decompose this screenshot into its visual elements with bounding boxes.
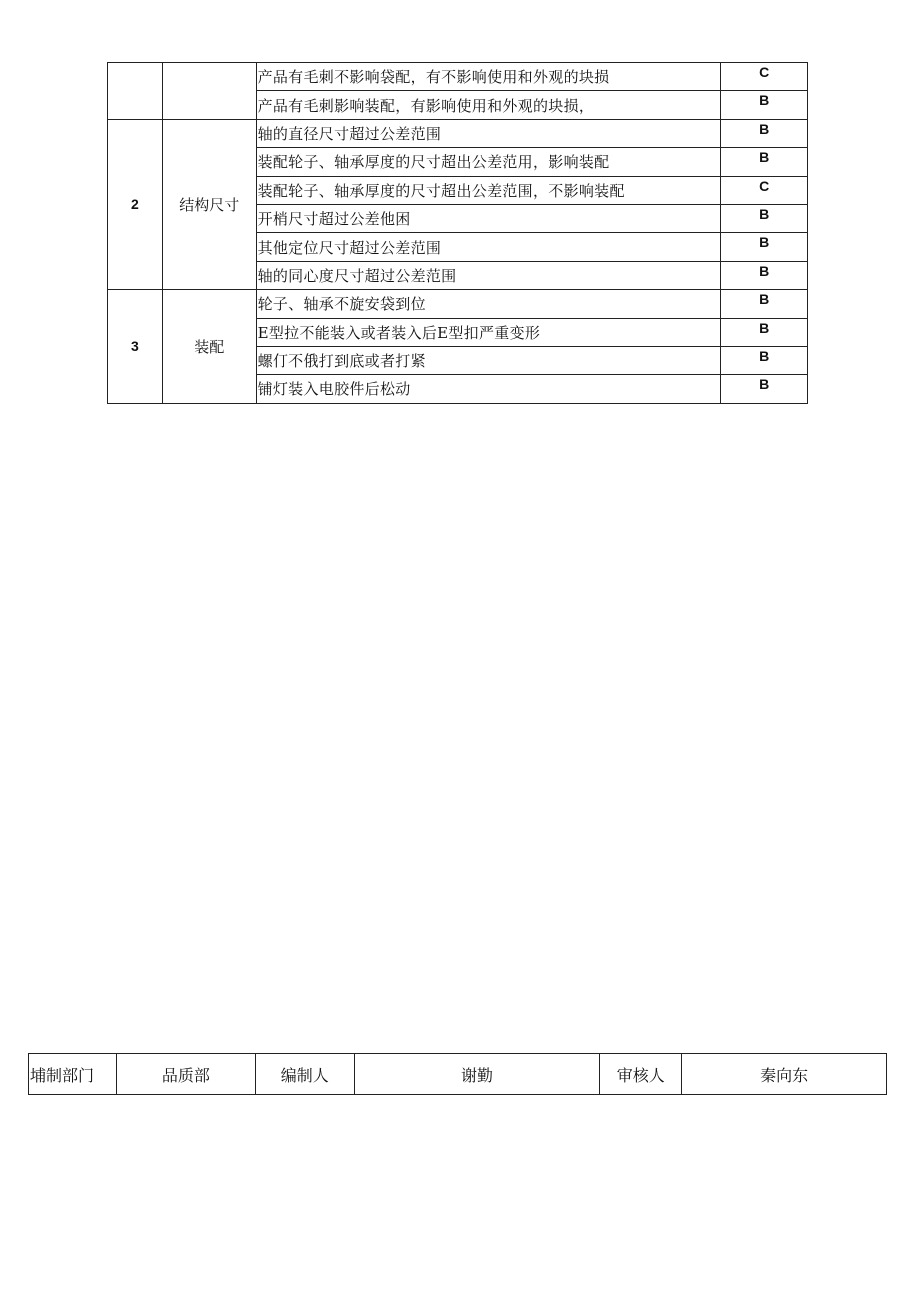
defect-grade: B bbox=[721, 290, 808, 318]
group-number: 3 bbox=[108, 290, 163, 404]
table-row bbox=[108, 290, 808, 318]
defect-description: 装配轮子、轴承厚度的尺寸超出公差范用，影响装配 bbox=[256, 148, 721, 176]
group-number: 2 bbox=[108, 119, 163, 289]
reviewer-label: 审核人 bbox=[600, 1054, 682, 1095]
signoff-row bbox=[29, 1054, 887, 1095]
department-label: 埔制部门 bbox=[29, 1054, 117, 1095]
defect-description: 其他定位尺寸超过公差范围 bbox=[256, 233, 721, 261]
defect-description: 产品有毛刺不影响袋配，有不影响使用和外观的块损 bbox=[256, 63, 721, 91]
defect-grade: B bbox=[721, 91, 808, 119]
table-row bbox=[108, 119, 808, 147]
defect-description: 轴的直径尺寸超过公差范围 bbox=[256, 119, 721, 147]
defect-grade: C bbox=[721, 63, 808, 91]
defect-description: 螺仃不俄打到底或者打紧 bbox=[256, 346, 721, 374]
number-cell-empty bbox=[108, 63, 163, 120]
defect-description: 产品有毛刺影响装配，有影响使用和外观的块损， bbox=[256, 91, 721, 119]
group-category: 结构尺寸 bbox=[162, 119, 256, 289]
defect-classification-table bbox=[107, 62, 808, 404]
defect-grade: B bbox=[721, 148, 808, 176]
group-category: 装配 bbox=[162, 290, 256, 404]
defect-grade: B bbox=[721, 318, 808, 346]
signoff-table bbox=[28, 1053, 887, 1095]
defect-grade: B bbox=[721, 204, 808, 232]
defect-description: 开梢尺寸超过公差他困 bbox=[256, 204, 721, 232]
defect-grade: C bbox=[721, 176, 808, 204]
defect-description: 装配轮子、轴承厚度的尺寸超出公差范围，不影响装配 bbox=[256, 176, 721, 204]
defect-description: 轴的同心度尺寸超过公差范围 bbox=[256, 261, 721, 289]
author-label: 编制人 bbox=[255, 1054, 354, 1095]
defect-description: 轮子、轴承不旋安袋到位 bbox=[256, 290, 721, 318]
defect-description: 铺灯装入电胶件后松动 bbox=[256, 375, 721, 403]
defect-grade: B bbox=[721, 261, 808, 289]
defect-description: E型拉不能装入或者装入后E型扣严重变形 bbox=[256, 318, 721, 346]
category-cell-empty bbox=[162, 63, 256, 120]
defect-grade: B bbox=[721, 375, 808, 403]
reviewer-value: 秦向东 bbox=[682, 1054, 887, 1095]
author-value: 谢勤 bbox=[354, 1054, 600, 1095]
department-value: 品质部 bbox=[116, 1054, 255, 1095]
defect-grade: B bbox=[721, 233, 808, 261]
defect-grade: B bbox=[721, 119, 808, 147]
defect-grade: B bbox=[721, 346, 808, 374]
table-row bbox=[108, 63, 808, 91]
